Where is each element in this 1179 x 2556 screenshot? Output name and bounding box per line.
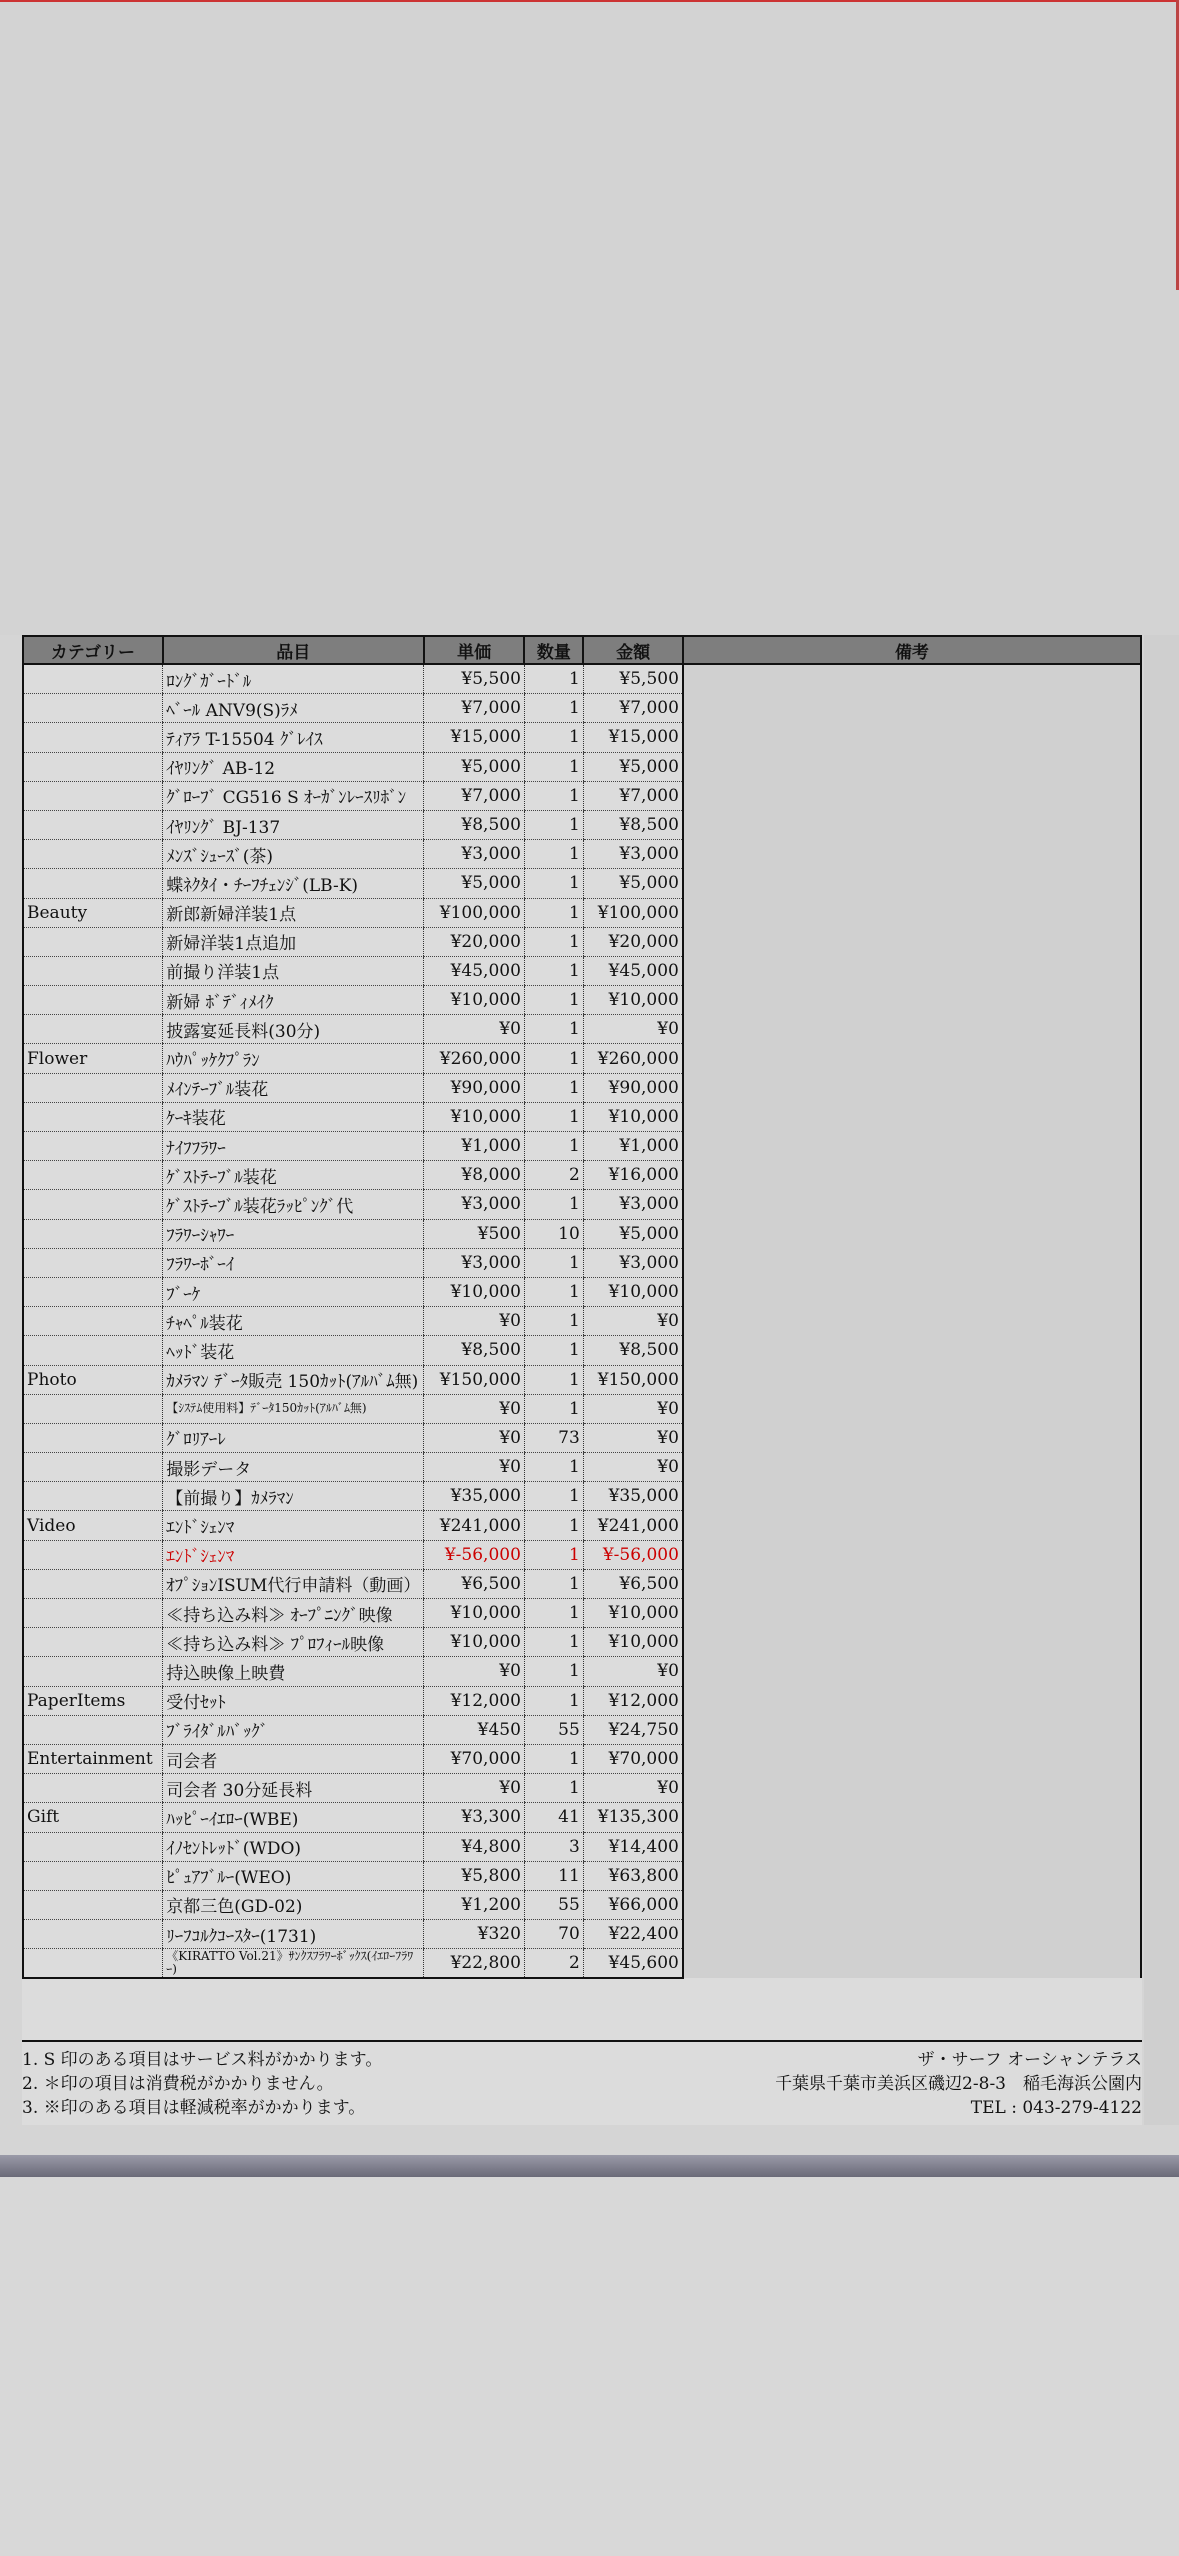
row-amount: ¥45,600 <box>583 1949 683 1979</box>
row-category <box>23 752 163 781</box>
row-item-name: ｴﾝﾄﾞｼｪﾝﾏ <box>163 1511 424 1540</box>
row-category <box>23 1132 163 1161</box>
row-item-name: ﾊｳﾊﾟｯｹｸﾌﾟﾗﾝ <box>163 1044 424 1073</box>
row-amount: ¥0 <box>583 1774 683 1803</box>
row-item-name: 司会者 <box>163 1744 424 1773</box>
row-amount: ¥100,000 <box>583 898 683 927</box>
table-row <box>23 664 1141 694</box>
row-qty: 2 <box>524 1949 583 1979</box>
row-item-name: 新郎新婦洋装1点 <box>163 898 424 927</box>
row-amount: ¥20,000 <box>583 927 683 956</box>
row-category <box>23 1015 163 1044</box>
note-3: 3. ※印のある項目は軽減税率がかかります。 <box>22 2098 366 2118</box>
row-item-name: ｵﾌﾟｼｮﾝISUM代行申請料（動画） <box>163 1569 424 1598</box>
row-unit-price: ¥0 <box>424 1015 525 1044</box>
row-item-name: 撮影データ <box>163 1453 424 1482</box>
row-category <box>23 1073 163 1102</box>
row-item-name: ﾘｰﾌｺﾙｸｺｰｽﾀｰ(1731) <box>163 1920 424 1949</box>
row-unit-price: ¥100,000 <box>424 898 525 927</box>
row-qty: 1 <box>524 1540 583 1569</box>
row-unit-price: ¥15,000 <box>424 723 525 752</box>
row-qty: 1 <box>524 1132 583 1161</box>
row-unit-price: ¥12,000 <box>424 1686 525 1715</box>
row-qty: 70 <box>524 1920 583 1949</box>
row-category <box>23 1628 163 1657</box>
right-side-panel <box>1144 635 1179 2125</box>
row-qty: 1 <box>524 1394 583 1423</box>
row-category <box>23 1482 163 1511</box>
notes <box>22 2048 382 2120</box>
row-category <box>23 781 163 810</box>
row-item-name: ﾁｬﾍﾟﾙ装花 <box>163 1307 424 1336</box>
row-item-name: 京都三色(GD-02) <box>163 1890 424 1919</box>
row-unit-price: ¥3,000 <box>424 1190 525 1219</box>
row-category <box>23 1569 163 1598</box>
row-qty: 1 <box>524 1190 583 1219</box>
row-amount: ¥7,000 <box>583 694 683 723</box>
row-category: Photo <box>23 1365 163 1394</box>
row-item-name: 【前撮り】ｶﾒﾗﾏﾝ <box>163 1482 424 1511</box>
row-unit-price: ¥10,000 <box>424 1102 525 1131</box>
row-qty: 1 <box>524 1569 583 1598</box>
row-qty: 1 <box>524 1511 583 1540</box>
row-amount: ¥8,500 <box>583 1336 683 1365</box>
page-separator-band <box>0 2155 1179 2177</box>
row-item-name: ｲﾔﾘﾝｸﾞ AB-12 <box>163 752 424 781</box>
row-amount: ¥150,000 <box>583 1365 683 1394</box>
row-item-name: 新婦 ﾎﾞﾃﾞｨﾒｲｸ <box>163 986 424 1015</box>
row-category <box>23 810 163 839</box>
table-body <box>23 664 1141 1978</box>
row-unit-price: ¥241,000 <box>424 1511 525 1540</box>
row-item-name: ﾒﾝｽﾞｼｭｰｽﾞ(茶) <box>163 840 424 869</box>
venue-address: 千葉県千葉市美浜区磯辺2-8-3 稲毛海浜公園内 <box>775 2074 1142 2094</box>
row-amount: ¥5,000 <box>583 752 683 781</box>
row-amount: ¥5,000 <box>583 869 683 898</box>
row-category <box>23 840 163 869</box>
row-unit-price: ¥-56,000 <box>424 1540 525 1569</box>
row-unit-price: ¥45,000 <box>424 956 525 985</box>
row-qty: 1 <box>524 1599 583 1628</box>
row-unit-price: ¥0 <box>424 1453 525 1482</box>
row-qty: 1 <box>524 664 583 694</box>
row-unit-price: ¥8,500 <box>424 1336 525 1365</box>
row-amount: ¥5,500 <box>583 664 683 694</box>
row-unit-price: ¥5,000 <box>424 752 525 781</box>
row-category <box>23 664 163 694</box>
row-unit-price: ¥22,800 <box>424 1949 525 1979</box>
row-item-name: 《KIRATTO Vol.21》ｻﾝｸｽﾌﾗﾜｰﾎﾞｯｸｽ(ｲｴﾛｰﾌﾗﾜｰ) <box>163 1949 424 1979</box>
row-category: Gift <box>23 1803 163 1832</box>
row-qty: 1 <box>524 694 583 723</box>
table-header-row <box>23 636 1141 664</box>
row-qty: 1 <box>524 1657 583 1686</box>
row-category <box>23 956 163 985</box>
row-item-name: ﾌﾗﾜｰﾎﾞｰｲ <box>163 1248 424 1277</box>
row-amount: ¥241,000 <box>583 1511 683 1540</box>
row-item-name: ≪持ち込み料≫ ﾌﾟﾛﾌｨｰﾙ映像 <box>163 1628 424 1657</box>
row-unit-price: ¥5,000 <box>424 869 525 898</box>
row-amount: ¥90,000 <box>583 1073 683 1102</box>
row-qty: 1 <box>524 840 583 869</box>
row-amount: ¥0 <box>583 1015 683 1044</box>
row-qty: 1 <box>524 1482 583 1511</box>
row-unit-price: ¥7,000 <box>424 694 525 723</box>
header-category: カテゴリー <box>23 636 163 664</box>
row-qty: 1 <box>524 1277 583 1306</box>
row-category <box>23 986 163 1015</box>
row-item-name: ﾌﾞﾗｲﾀﾞﾙﾊﾞｯｸﾞ <box>163 1715 424 1744</box>
row-amount: ¥45,000 <box>583 956 683 985</box>
row-item-name: ﾍｯﾄﾞ装花 <box>163 1336 424 1365</box>
row-category <box>23 1336 163 1365</box>
row-unit-price: ¥3,300 <box>424 1803 525 1832</box>
header-amount: 金額 <box>583 636 683 664</box>
row-unit-price: ¥150,000 <box>424 1365 525 1394</box>
row-item-name: 新婦洋装1点追加 <box>163 927 424 956</box>
row-unit-price: ¥7,000 <box>424 781 525 810</box>
row-amount: ¥66,000 <box>583 1890 683 1919</box>
row-unit-price: ¥5,500 <box>424 664 525 694</box>
row-amount: ¥6,500 <box>583 1569 683 1598</box>
row-amount: ¥260,000 <box>583 1044 683 1073</box>
row-amount: ¥63,800 <box>583 1861 683 1890</box>
row-category <box>23 1657 163 1686</box>
row-amount: ¥10,000 <box>583 1599 683 1628</box>
row-amount: ¥24,750 <box>583 1715 683 1744</box>
top-red-line <box>0 0 1179 2</box>
next-page-area <box>0 2177 1179 2556</box>
row-item-name: ﾅｲﾌﾌﾗﾜｰ <box>163 1132 424 1161</box>
row-qty: 1 <box>524 1102 583 1131</box>
row-category <box>23 1161 163 1190</box>
row-unit-price: ¥8,000 <box>424 1161 525 1190</box>
row-unit-price: ¥6,500 <box>424 1569 525 1598</box>
header-qty: 数量 <box>524 636 583 664</box>
row-amount: ¥10,000 <box>583 1102 683 1131</box>
row-item-name: ﾒｲﾝﾃｰﾌﾞﾙ装花 <box>163 1073 424 1102</box>
row-category <box>23 1307 163 1336</box>
row-category <box>23 927 163 956</box>
row-category <box>23 1102 163 1131</box>
row-unit-price: ¥20,000 <box>424 927 525 956</box>
row-unit-price: ¥4,800 <box>424 1832 525 1861</box>
row-category <box>23 1423 163 1452</box>
row-category <box>23 1774 163 1803</box>
row-category <box>23 1540 163 1569</box>
row-item-name: ≪持ち込み料≫ ｵｰﾌﾟﾆﾝｸﾞ映像 <box>163 1599 424 1628</box>
row-item-name: 司会者 30分延長料 <box>163 1774 424 1803</box>
row-qty: 1 <box>524 1015 583 1044</box>
row-category <box>23 1949 163 1979</box>
footer <box>22 2040 1142 2118</box>
row-category <box>23 1832 163 1861</box>
row-category <box>23 1599 163 1628</box>
row-amount: ¥70,000 <box>583 1744 683 1773</box>
row-unit-price: ¥10,000 <box>424 986 525 1015</box>
row-unit-price: ¥10,000 <box>424 1628 525 1657</box>
row-qty: 1 <box>524 986 583 1015</box>
invoice-table <box>22 635 1142 1979</box>
row-item-name: 披露宴延長料(30分) <box>163 1015 424 1044</box>
row-item-name: 受付ｾｯﾄ <box>163 1686 424 1715</box>
row-item-name: ﾃｨｱﾗ T-15504 ｸﾞﾚｲｽ <box>163 723 424 752</box>
row-category <box>23 1920 163 1949</box>
row-category <box>23 1890 163 1919</box>
row-item-name: ｲﾉｾﾝﾄﾚｯﾄﾞ(WDO) <box>163 1832 424 1861</box>
row-amount: ¥14,400 <box>583 1832 683 1861</box>
row-amount: ¥1,000 <box>583 1132 683 1161</box>
row-unit-price: ¥0 <box>424 1394 525 1423</box>
row-item-name: ﾊｯﾋﾟｰｲｴﾛｰ(WBE) <box>163 1803 424 1832</box>
row-amount: ¥0 <box>583 1423 683 1452</box>
row-unit-price: ¥500 <box>424 1219 525 1248</box>
row-item-name: ｸﾞﾛｰﾌﾞ CG516 S ｵｰｶﾞﾝﾚｰｽﾘﾎﾞﾝ <box>163 781 424 810</box>
row-unit-price: ¥260,000 <box>424 1044 525 1073</box>
row-unit-price: ¥35,000 <box>424 1482 525 1511</box>
row-item-name: ﾛﾝｸﾞｶﾞｰﾄﾞﾙ <box>163 664 424 694</box>
row-unit-price: ¥1,000 <box>424 1132 525 1161</box>
row-amount: ¥3,000 <box>583 840 683 869</box>
row-item-name: ｹﾞｽﾄﾃｰﾌﾞﾙ装花ﾗｯﾋﾟﾝｸﾞ代 <box>163 1190 424 1219</box>
row-unit-price: ¥90,000 <box>424 1073 525 1102</box>
row-category: Entertainment <box>23 1744 163 1773</box>
row-unit-price: ¥70,000 <box>424 1744 525 1773</box>
venue-name: ザ・サーフ オーシャンテラス <box>917 2050 1142 2070</box>
row-item-name: ｴﾝﾄﾞｼｪﾝﾏ <box>163 1540 424 1569</box>
row-qty: 10 <box>524 1219 583 1248</box>
row-amount: ¥0 <box>583 1453 683 1482</box>
row-item-name: ﾍﾞｰﾙ ANV9(S)ﾗﾒ <box>163 694 424 723</box>
row-qty: 1 <box>524 869 583 898</box>
row-amount: ¥5,000 <box>583 1219 683 1248</box>
row-category <box>23 1190 163 1219</box>
venue-info <box>775 2048 1142 2120</box>
row-category <box>23 1219 163 1248</box>
row-amount: ¥0 <box>583 1657 683 1686</box>
row-item-name: ﾌﾞｰｹ <box>163 1277 424 1306</box>
row-item-name: ﾋﾟｭｱﾌﾞﾙｰ(WEO) <box>163 1861 424 1890</box>
invoice-sheet <box>22 635 1142 2125</box>
row-item-name: ｸﾞﾛﾘｱｰﾚ <box>163 1423 424 1452</box>
row-qty: 1 <box>524 752 583 781</box>
row-amount: ¥3,000 <box>583 1248 683 1277</box>
row-category <box>23 1394 163 1423</box>
row-amount: ¥35,000 <box>583 1482 683 1511</box>
row-qty: 55 <box>524 1715 583 1744</box>
row-amount: ¥10,000 <box>583 986 683 1015</box>
row-unit-price: ¥0 <box>424 1423 525 1452</box>
row-category: PaperItems <box>23 1686 163 1715</box>
row-qty: 1 <box>524 1307 583 1336</box>
row-unit-price: ¥450 <box>424 1715 525 1744</box>
row-item-name: 持込映像上映費 <box>163 1657 424 1686</box>
row-amount: ¥12,000 <box>583 1686 683 1715</box>
row-amount: ¥-56,000 <box>583 1540 683 1569</box>
row-amount: ¥16,000 <box>583 1161 683 1190</box>
row-qty: 55 <box>524 1890 583 1919</box>
row-unit-price: ¥8,500 <box>424 810 525 839</box>
row-qty: 73 <box>524 1423 583 1452</box>
row-category <box>23 1715 163 1744</box>
row-amount: ¥7,000 <box>583 781 683 810</box>
row-item-name: 前撮り洋装1点 <box>163 956 424 985</box>
row-category <box>23 723 163 752</box>
row-unit-price: ¥0 <box>424 1774 525 1803</box>
row-qty: 11 <box>524 1861 583 1890</box>
row-qty: 1 <box>524 723 583 752</box>
row-qty: 1 <box>524 781 583 810</box>
row-qty: 1 <box>524 1628 583 1657</box>
row-amount: ¥10,000 <box>583 1628 683 1657</box>
row-amount: ¥10,000 <box>583 1277 683 1306</box>
row-unit-price: ¥0 <box>424 1657 525 1686</box>
row-qty: 1 <box>524 1686 583 1715</box>
row-item-name: 【ｼｽﾃﾑ使用料】ﾃﾞｰﾀ150ｶｯﾄ(ｱﾙﾊﾞﾑ無) <box>163 1394 424 1423</box>
venue-tel: TEL : 043-279-4122 <box>970 2098 1142 2118</box>
note-1: 1. S 印のある項目はサービス料がかかります。 <box>22 2050 383 2070</box>
row-category <box>23 694 163 723</box>
row-item-name: ｹﾞｽﾄﾃｰﾌﾞﾙ装花 <box>163 1161 424 1190</box>
remarks-column <box>683 664 1141 1978</box>
row-amount: ¥15,000 <box>583 723 683 752</box>
row-unit-price: ¥320 <box>424 1920 525 1949</box>
row-category: Video <box>23 1511 163 1540</box>
row-category <box>23 1248 163 1277</box>
top-blank-area <box>0 0 1179 635</box>
row-item-name: ｲﾔﾘﾝｸﾞ BJ-137 <box>163 810 424 839</box>
header-remarks: 備考 <box>683 636 1141 664</box>
row-category <box>23 1861 163 1890</box>
header-unit-price: 単価 <box>424 636 525 664</box>
row-unit-price: ¥1,200 <box>424 1890 525 1919</box>
header-item: 品目 <box>163 636 424 664</box>
row-unit-price: ¥10,000 <box>424 1277 525 1306</box>
row-item-name: ﾌﾗﾜｰｼｬﾜｰ <box>163 1219 424 1248</box>
row-category: Flower <box>23 1044 163 1073</box>
row-qty: 1 <box>524 1073 583 1102</box>
row-qty: 2 <box>524 1161 583 1190</box>
row-qty: 1 <box>524 1336 583 1365</box>
row-amount: ¥8,500 <box>583 810 683 839</box>
row-unit-price: ¥5,800 <box>424 1861 525 1890</box>
row-qty: 1 <box>524 1044 583 1073</box>
row-qty: 1 <box>524 956 583 985</box>
row-category <box>23 1277 163 1306</box>
row-amount: ¥0 <box>583 1307 683 1336</box>
row-qty: 1 <box>524 898 583 927</box>
row-qty: 1 <box>524 927 583 956</box>
note-2: 2. ＊印の項目は消費税がかかりません。 <box>22 2074 334 2094</box>
row-unit-price: ¥0 <box>424 1307 525 1336</box>
row-qty: 1 <box>524 1453 583 1482</box>
row-unit-price: ¥3,000 <box>424 840 525 869</box>
row-unit-price: ¥3,000 <box>424 1248 525 1277</box>
row-category <box>23 1453 163 1482</box>
row-amount: ¥3,000 <box>583 1190 683 1219</box>
row-amount: ¥0 <box>583 1394 683 1423</box>
row-qty: 1 <box>524 1744 583 1773</box>
row-qty: 1 <box>524 1774 583 1803</box>
row-qty: 1 <box>524 1248 583 1277</box>
row-amount: ¥22,400 <box>583 1920 683 1949</box>
row-category: Beauty <box>23 898 163 927</box>
row-unit-price: ¥10,000 <box>424 1599 525 1628</box>
row-amount: ¥135,300 <box>583 1803 683 1832</box>
row-item-name: ｶﾒﾗﾏﾝ ﾃﾞｰﾀ販売 150ｶｯﾄ(ｱﾙﾊﾞﾑ無) <box>163 1365 424 1394</box>
row-item-name: 蝶ﾈｸﾀｲ・ﾁｰﾌﾁｪﾝｼﾞ(LB-K) <box>163 869 424 898</box>
row-category <box>23 869 163 898</box>
row-qty: 41 <box>524 1803 583 1832</box>
row-qty: 1 <box>524 1365 583 1394</box>
row-qty: 1 <box>524 810 583 839</box>
row-item-name: ｹｰｷ装花 <box>163 1102 424 1131</box>
row-qty: 3 <box>524 1832 583 1861</box>
